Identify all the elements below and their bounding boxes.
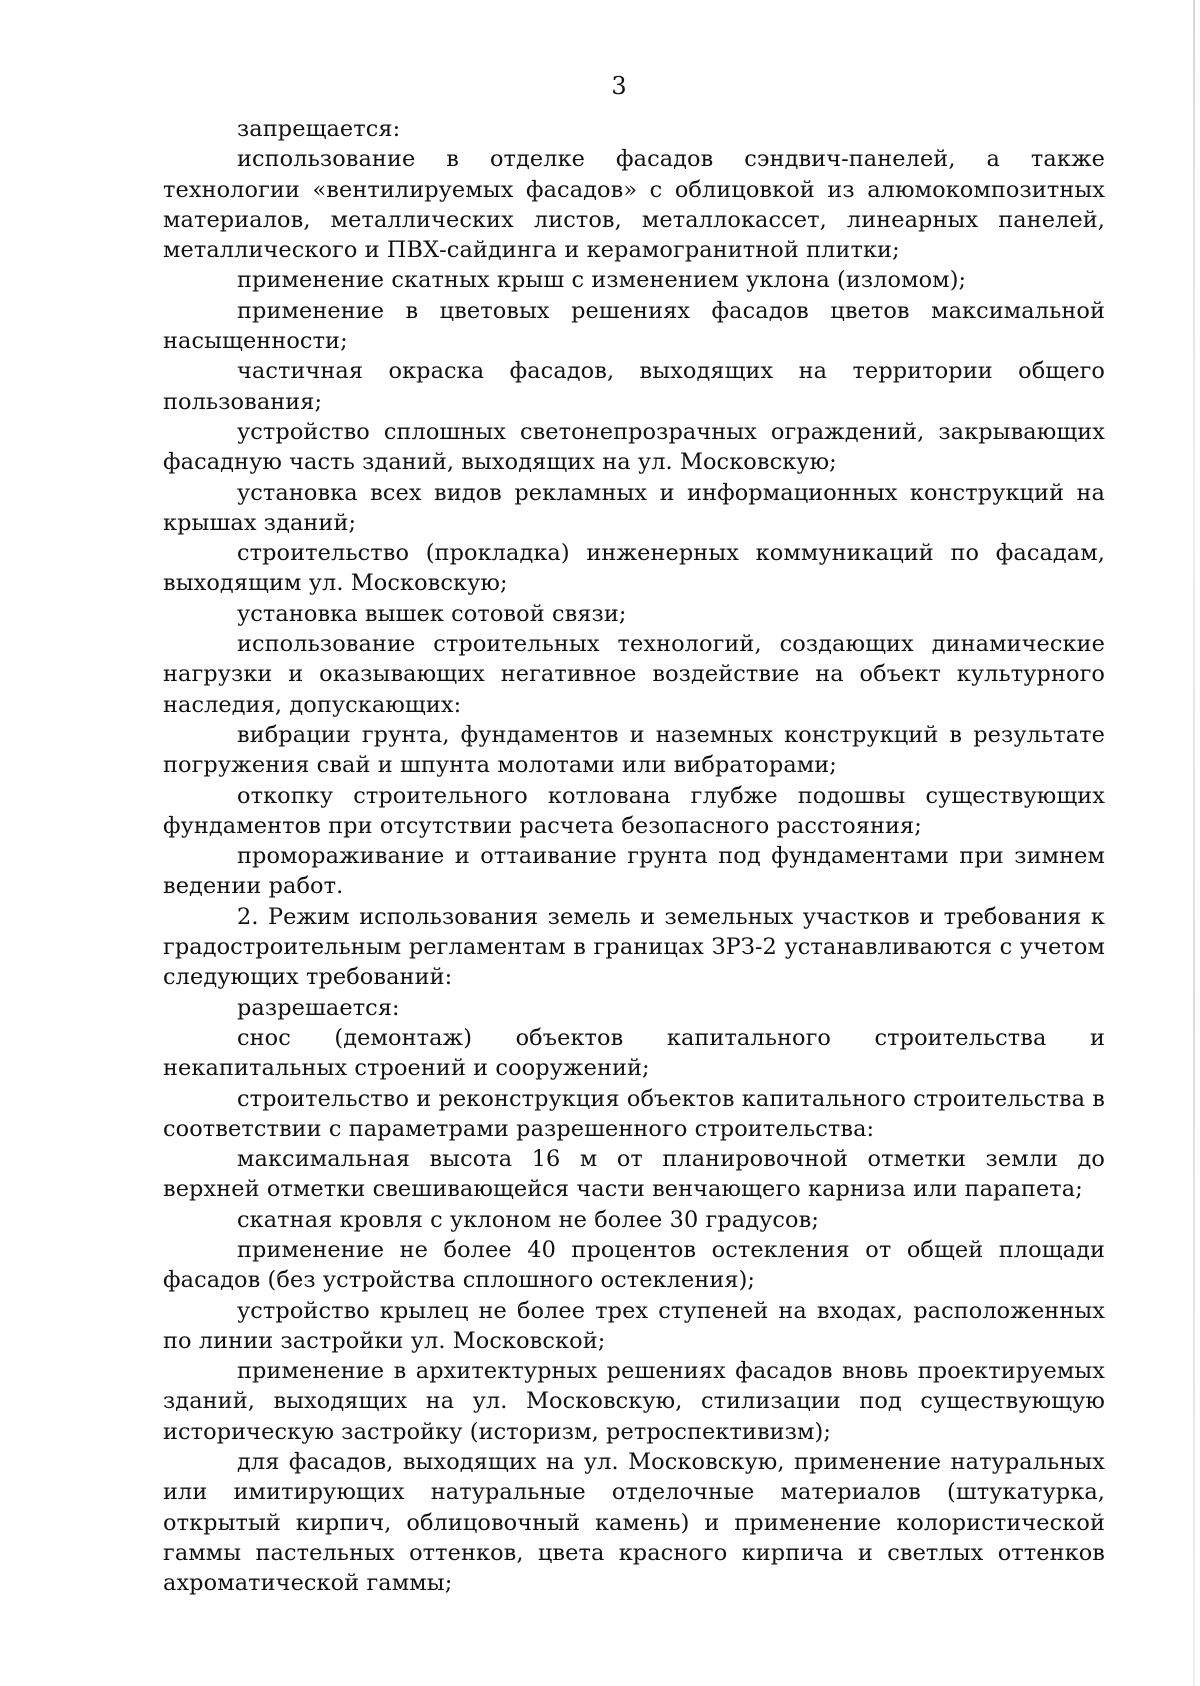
paragraph: снос (демонтаж) объектов капитального строительства и некапитальных строений и сооружений; bbox=[163, 1024, 1105, 1082]
paragraph: использование строительных технологий, создающих динамические нагрузки и оказывающих негативное воздействие на объект культурного наследия, допускающих: bbox=[163, 631, 1105, 718]
paragraph: установка вышек сотовой связи; bbox=[237, 600, 627, 627]
paragraph: строительство и реконструкция объектов капитального строительства в соответствии с параметрами разрешенного строительства: bbox=[163, 1085, 1105, 1142]
paragraph: максимальная высота 16 м от планировочной отметки земли до верхней отметки свешивающейся части венчающего карниза или парапета; bbox=[163, 1146, 1105, 1203]
scan-edge-shadow bbox=[1193, 0, 1195, 1686]
paragraph: вибрации грунта, фундаментов и наземных конструкций в результате погружения свай и шпунта молотами или вибраторами; bbox=[163, 721, 1105, 779]
paragraph: применение скатных крыш с изменением уклона (изломом); bbox=[237, 267, 967, 294]
paragraph: запрещается: bbox=[237, 116, 401, 142]
paragraph: скатная кровля с уклоном не более 30 градусов; bbox=[237, 1206, 819, 1233]
paragraph: устройство крылец не более трех ступеней на входах, расположенных по линии застройки ул. Московской; bbox=[163, 1297, 1105, 1354]
paragraph: строительство (прокладка) инженерных коммуникаций по фасадам, выходящим ул. Московскую; bbox=[163, 540, 1105, 597]
paragraph: использование в отделке фасадов сэндвич-панелей, а также технологии «вентилируемых фасадов» с облицовкой из алюмокомпозитных материалов, металлических листов, металлокассет, линеарных панелей, металлического и ПВХ-сайдинга и керамогранитной плитки; bbox=[163, 146, 1105, 264]
document-body bbox=[163, 114, 1105, 1599]
paragraph: 2. Режим использования земель и земельных участков и требования к градостроительным регламентам в границах ЗРЗ-2 устанавливаются с учетом следующих требований: bbox=[163, 903, 1105, 991]
paragraph: для фасадов, выходящих на ул. Московскую, применение натуральных или имитирующих натуральные отделочные материалов (штукатурка, открытый кирпич, облицовочный камень) и применение колористической гаммы пастельных оттенков, цвета красного кирпича и светлых оттенков ахроматической гаммы; bbox=[163, 1449, 1105, 1597]
paragraph: частичная окраска фасадов, выходящих на территории общего пользования; bbox=[163, 358, 1105, 415]
paragraph: разрешается: bbox=[237, 994, 400, 1021]
paragraph: применение не более 40 процентов остекления от общей площади фасадов (без устройства сплошного остекления); bbox=[163, 1236, 1105, 1294]
paragraph: откопку строительного котлована глубже подошвы существующих фундаментов при отсутствии расчета безопасного расстояния; bbox=[163, 782, 1105, 839]
paragraph: применение в архитектурных решениях фасадов вновь проектируемых зданий, выходящих на ул. Московскую, стилизации под существующую историческую застройку (историзм, ретроспективизм); bbox=[163, 1358, 1105, 1445]
paragraph: устройство сплошных светонепрозрачных ограждений, закрывающих фасадную часть зданий, выходящих на ул. Московскую; bbox=[163, 418, 1105, 476]
paragraph: применение в цветовых решениях фасадов цветов максимальной насыщенности; bbox=[163, 297, 1105, 355]
page-number: 3 bbox=[611, 72, 627, 100]
paragraph: промораживание и оттаивание грунта под фундаментами при зимнем ведении работ. bbox=[163, 843, 1105, 900]
paragraph: установка всех видов рекламных и информационных конструкций на крышах зданий; bbox=[163, 479, 1105, 536]
